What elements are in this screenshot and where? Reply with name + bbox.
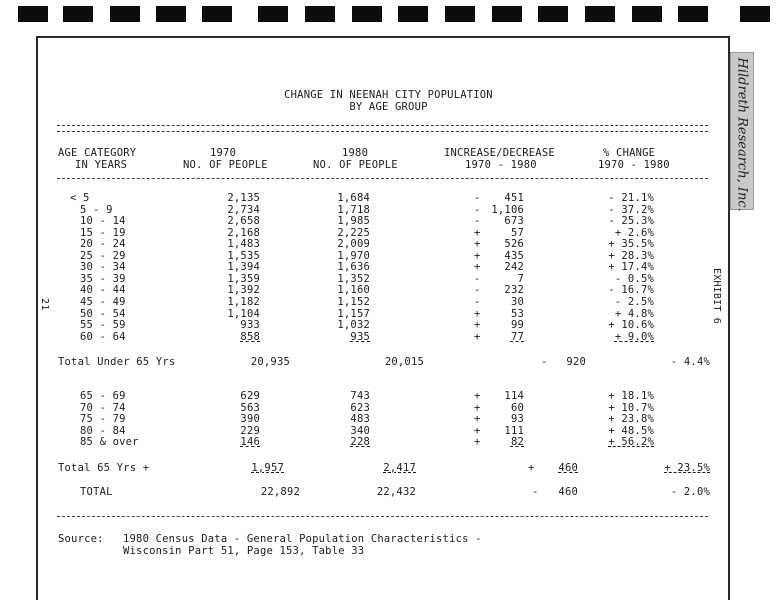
cell-1970: 1,957 [251,462,284,474]
perforation-mark [740,6,770,22]
cell-pct: + 10.6% [608,319,654,332]
cell-1980: 623 [350,401,370,414]
cell-1980: 228 [350,436,370,449]
cell-1980: 483 [350,413,370,426]
perforation-mark [492,6,522,22]
header-age: AGE CATEGORY [58,147,137,159]
cell-1970: 20,935 [250,356,290,368]
cell-age: 45 - 49 [80,295,126,308]
cell-pct: + 9.0% [614,330,654,343]
cell-age: 85 & over [80,436,139,449]
cell-1980: 20,015 [384,356,424,368]
cell-age: 80 - 84 [80,424,126,437]
page-number: 21 [39,298,50,311]
cell-inc: 1,106 [491,203,524,216]
cell-1970: 629 [240,390,260,402]
cell-1970: 1,394 [227,261,260,274]
cell-pct: + 4.8% [614,307,654,320]
page-subtitle: BY AGE GROUP [349,101,428,113]
cell-age: 50 - 54 [80,307,126,320]
cell-pct: - 0.5% [614,272,654,285]
cell-age: 25 - 29 [80,249,126,262]
cell-1970: 2,658 [227,215,260,228]
footer-divider [57,516,708,517]
cell-inc: 30 [510,295,524,308]
cell-1970: 2,135 [227,192,260,204]
cell-age: 40 - 44 [80,284,126,297]
cell-sign: + [474,238,481,251]
border-top [36,36,730,38]
cell-pct: + 35.5% [608,238,654,251]
perforation-mark [678,6,708,22]
perforation-mark [202,6,232,22]
border-left [36,36,38,600]
header-pct-sub: 1970 - 1980 [598,159,670,171]
cell-age: 35 - 39 [80,272,126,285]
cell-pct: - 16.7% [608,284,654,297]
cell-inc: 99 [510,319,524,332]
row-label: Total 65 Yrs + [58,462,150,474]
cell-1970: 933 [240,319,260,332]
cell-sign: + [474,261,481,274]
cell-sign: + [474,249,481,262]
cell-1980: 1,160 [337,284,370,297]
cell-pct: - 25.3% [608,215,654,228]
cell-1970: 563 [240,401,260,414]
perforation-mark [445,6,475,22]
company-stamp [730,52,754,210]
source-line-2: Wisconsin Part 51, Page 153, Table 33 [123,545,365,557]
cell-pct: - 2.5% [614,295,654,308]
cell-pct: + 48.5% [608,424,654,437]
cell-sign: + [474,436,481,449]
cell-1970: 1,104 [227,307,260,320]
source-label: Source: [58,533,104,545]
perforation-mark [585,6,615,22]
cell-pct: + 28.3% [608,249,654,262]
cell-1970: 2,734 [227,203,260,216]
cell-age: 55 - 59 [80,319,126,332]
perforation-mark [63,6,93,22]
cell-1980: 1,718 [337,203,370,216]
perforation-mark [352,6,382,22]
cell-sign: - [474,295,481,308]
cell-inc: 920 [566,356,586,368]
cell-age: 60 - 64 [80,330,126,343]
perforation-mark [110,6,140,22]
cell-sign: + [474,413,481,426]
cell-inc: 82 [510,436,524,449]
cell-sign: + [474,319,481,332]
cell-1970: 1,483 [227,238,260,251]
cell-1980: 1,152 [337,295,370,308]
cell-sign: - [474,272,481,285]
cell-inc: 57 [510,226,524,239]
perforation-mark [632,6,662,22]
cell-sign: + [474,390,481,402]
row-label: Total Under 65 Yrs [58,356,176,368]
header-1970: 1970 [210,147,237,159]
cell-1980: 1,352 [337,272,370,285]
cell-1980: 22,432 [376,486,416,498]
perforation-mark [258,6,288,22]
cell-pct: + 2.6% [614,226,654,239]
cell-sign: - [532,486,539,498]
cell-inc: 53 [510,307,524,320]
cell-sign: - [474,284,481,297]
cell-1970: 858 [240,330,260,343]
cell-1980: 1,985 [337,215,370,228]
cell-pct: + 10.7% [608,401,654,414]
cell-inc: 526 [504,238,524,251]
cell-pct: - 4.4% [670,356,710,368]
cell-1970: 390 [240,413,260,426]
cell-pct: + 23.5% [664,462,710,474]
cell-inc: 460 [558,462,578,474]
cell-pct: + 18.1% [608,390,654,402]
cell-sign: + [474,330,481,343]
cell-pct: - 37.2% [608,203,654,216]
cell-inc: 60 [510,401,524,414]
cell-age: 70 - 74 [80,401,126,414]
cell-pct: + 17.4% [608,261,654,274]
perforation-mark [156,6,186,22]
cell-1970: 1,392 [227,284,260,297]
cell-inc: 77 [510,330,524,343]
cell-1970: 1,535 [227,249,260,262]
cell-1980: 1,157 [337,307,370,320]
header-1980-sub: NO. OF PEOPLE [313,159,398,171]
cell-inc: 460 [558,486,578,498]
cell-age: 10 - 14 [80,215,126,228]
cell-sign: - [474,203,481,216]
cell-1980: 2,225 [337,226,370,239]
cell-sign: - [541,356,548,368]
cell-1980: 935 [350,330,370,343]
stamp-text: Hildreth Research, Inc. [734,57,750,212]
header-pct: % CHANGE [603,147,656,159]
row-label: TOTAL [80,486,113,498]
exhibit-label: EXHIBIT 6 [711,268,722,324]
cell-sign: + [474,424,481,437]
cell-age: 65 - 69 [80,390,126,402]
header-increase-sub: 1970 - 1980 [465,159,537,171]
header-increase: INCREASE/DECREASE [444,147,555,159]
cell-1970: 229 [240,424,260,437]
cell-inc: 93 [510,413,524,426]
cell-inc: 242 [504,261,524,274]
cell-1980: 340 [350,424,370,437]
cell-1980: 1,636 [337,261,370,274]
cell-sign: + [528,462,535,474]
cell-age: 30 - 34 [80,261,126,274]
cell-age: 15 - 19 [80,226,126,239]
perforation-mark [538,6,568,22]
source-line-1: 1980 Census Data - General Population Characteristics - [123,533,482,545]
header-age-sub: IN YEARS [75,159,128,171]
cell-pct: + 56.2% [608,436,654,449]
header-1980: 1980 [342,147,369,159]
cell-age: 5 - 9 [80,203,113,216]
cell-1980: 2,417 [383,462,416,474]
cell-sign: + [474,307,481,320]
perforation-mark [305,6,335,22]
cell-sign: + [474,401,481,414]
cell-1970: 22,892 [260,486,300,498]
cell-1970: 1,182 [227,295,260,308]
header-divider [57,178,708,179]
page-title: CHANGE IN NEENAH CITY POPULATION [284,89,493,101]
cell-1980: 1,032 [337,319,370,332]
cell-pct: - 2.0% [670,486,710,498]
double-divider [57,125,708,132]
cell-inc: 435 [504,249,524,262]
cell-inc: 451 [504,192,524,204]
cell-1980: 743 [350,390,370,402]
cell-1980: 2,009 [337,238,370,251]
cell-1970: 1,359 [227,272,260,285]
cell-inc: 7 [517,272,524,285]
cell-sign: - [474,215,481,228]
cell-1970: 146 [240,436,260,449]
cell-inc: 232 [504,284,524,297]
cell-1970: 2,168 [227,226,260,239]
header-1970-sub: NO. OF PEOPLE [183,159,268,171]
cell-age: < 5 [70,192,90,204]
cell-inc: 114 [504,390,524,402]
cell-age: 75 - 79 [80,413,126,426]
cell-1980: 1,684 [337,192,370,204]
cell-age: 20 - 24 [80,238,126,251]
cell-inc: 673 [504,215,524,228]
cell-pct: + 23.8% [608,413,654,426]
cell-1980: 1,970 [337,249,370,262]
perforation-mark [18,6,48,22]
cell-sign: + [474,226,481,239]
cell-sign: - [474,192,481,204]
cell-pct: - 21.1% [608,192,654,204]
perforation-mark [398,6,428,22]
cell-inc: 111 [504,424,524,437]
